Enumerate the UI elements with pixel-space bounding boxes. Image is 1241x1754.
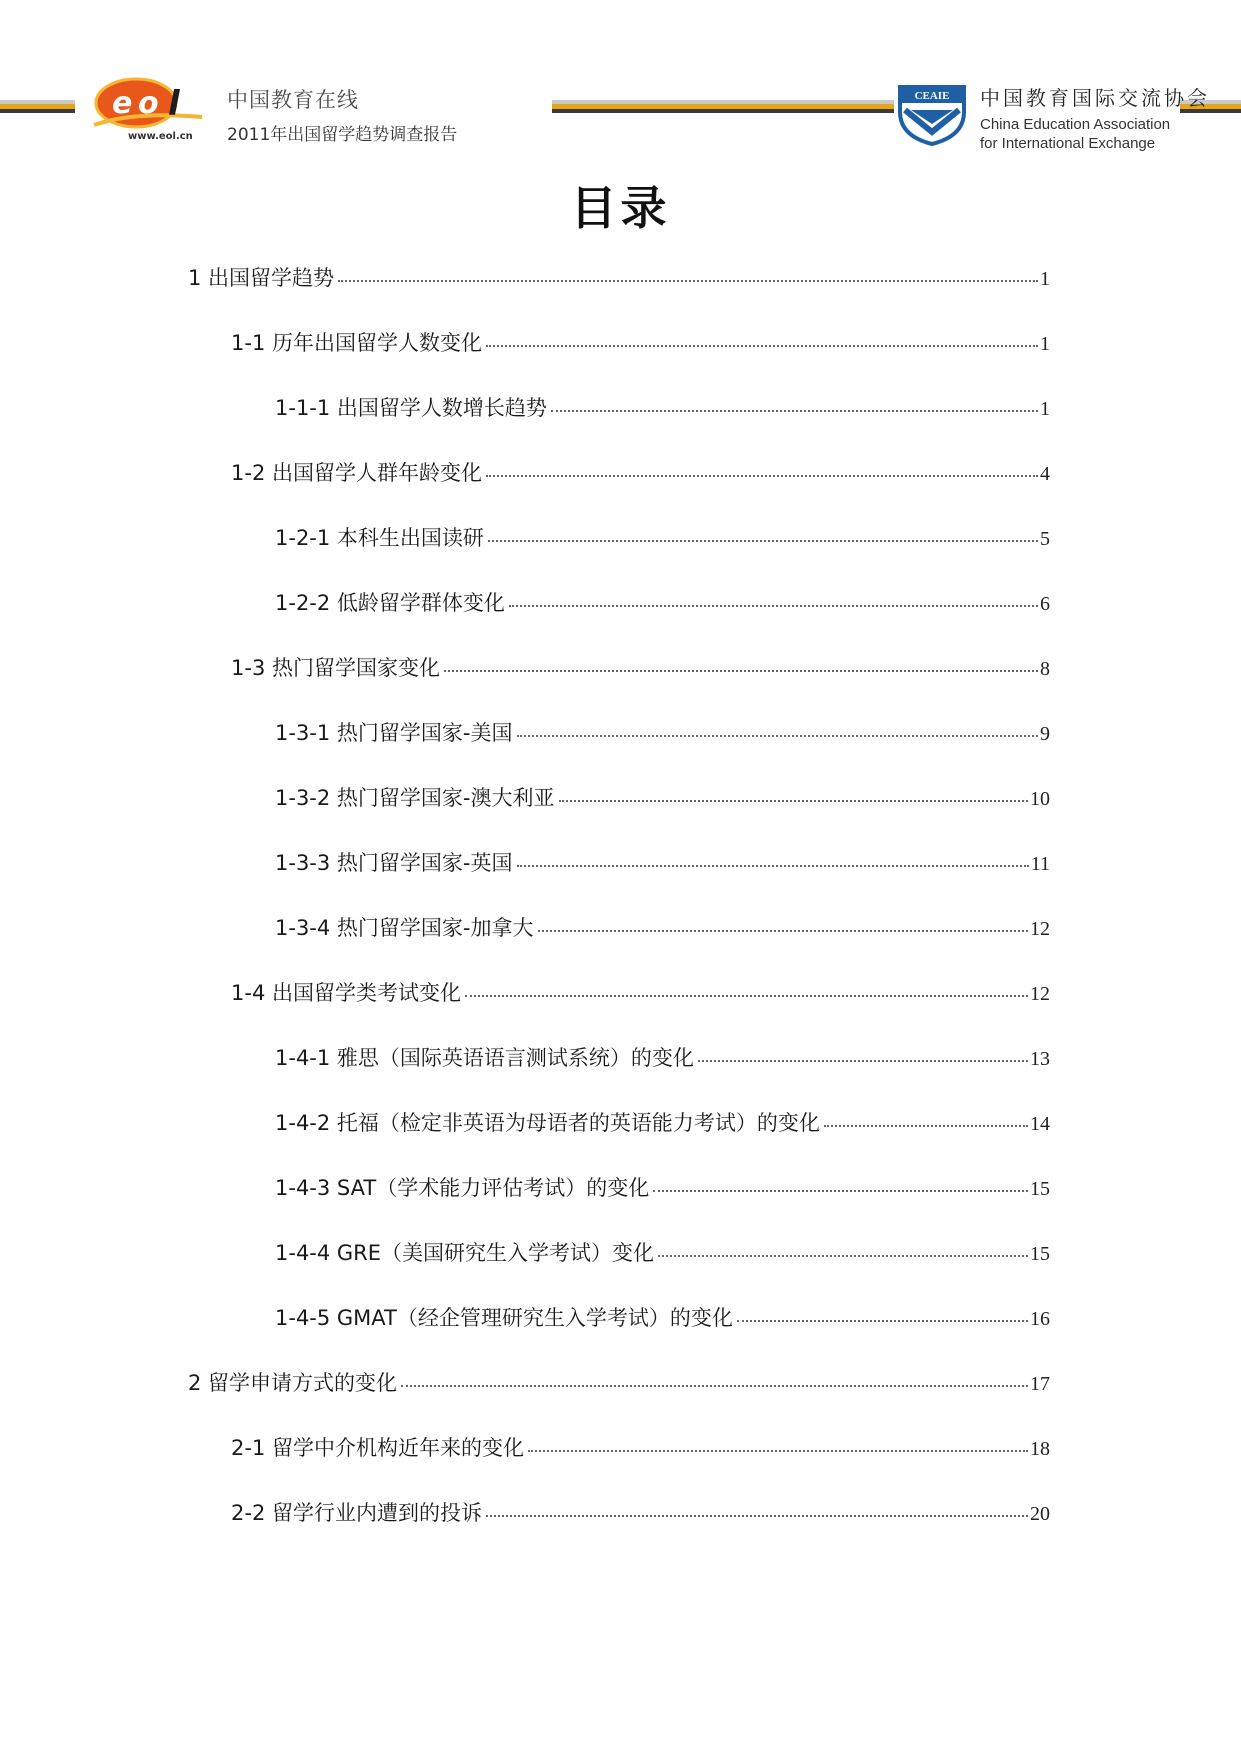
toc-entry-label: 2-1 留学中介机构近年来的变化: [231, 1436, 524, 1460]
toc-dot-leader: [488, 538, 1038, 542]
toc-entry-label: 1-3 热门留学国家变化: [231, 656, 440, 680]
toc-entry[interactable]: [275, 1302, 1050, 1332]
ceaie-name-en-line2: for International Exchange: [980, 135, 1156, 152]
toc-entry-label: 1-4 出国留学类考试变化: [231, 981, 461, 1005]
toc-entry-page: 1: [1040, 268, 1050, 290]
toc-entry[interactable]: [275, 522, 1050, 552]
eol-logo: [84, 73, 214, 143]
toc-entry-label: 2-2 留学行业内遭到的投诉: [231, 1501, 482, 1525]
toc-entry-page: 20: [1030, 1503, 1050, 1525]
toc-entry-label: 1-4-2 托福（检定非英语为母语者的英语能力考试）的变化: [275, 1111, 820, 1135]
toc-entry-page: 6: [1040, 593, 1050, 615]
toc-entry-label: 1-3-2 热门留学国家-澳大利亚: [275, 786, 555, 810]
toc-dot-leader: [653, 1188, 1028, 1192]
toc-dot-leader: [528, 1448, 1028, 1452]
toc-entry-label: 1-1-1 出国留学人数增长趋势: [275, 396, 547, 420]
toc-dot-leader: [517, 863, 1029, 867]
header-band-middle: [552, 100, 894, 113]
toc-entry-page: 1: [1040, 333, 1050, 355]
toc-dot-leader: [737, 1318, 1028, 1322]
toc-entry[interactable]: [231, 1432, 1050, 1462]
ceaie-name-cn: 中国教育国际交流协会: [980, 86, 1210, 110]
eol-org-name: 中国教育在线: [227, 88, 359, 112]
toc-entry-label: 2 留学申请方式的变化: [188, 1371, 398, 1395]
toc-entry-label: 1-2 出国留学人群年龄变化: [231, 461, 482, 485]
toc-entry[interactable]: [231, 457, 1050, 487]
toc-entry[interactable]: [275, 1172, 1050, 1202]
toc-entry[interactable]: [275, 717, 1050, 747]
toc-dot-leader: [444, 668, 1038, 672]
toc-entry-page: 9: [1040, 723, 1050, 745]
toc-entry[interactable]: [275, 1042, 1050, 1072]
svg-text:o: o: [138, 86, 159, 121]
toc-dot-leader: [517, 733, 1039, 737]
toc-entry-page: 18: [1030, 1438, 1050, 1460]
toc-dot-leader: [465, 993, 1028, 997]
toc-dot-leader: [551, 408, 1038, 412]
toc-entry[interactable]: [275, 1237, 1050, 1267]
toc-dot-leader: [824, 1123, 1028, 1127]
report-title: 2011年出国留学趋势调查报告: [227, 125, 458, 145]
toc-entry[interactable]: [275, 847, 1050, 877]
toc-entry[interactable]: [231, 1497, 1050, 1527]
toc-dot-leader: [401, 1383, 1028, 1387]
toc-entry[interactable]: [188, 262, 1050, 292]
toc-entry-label: 1-4-5 GMAT（经企管理研究生入学考试）的变化: [275, 1306, 733, 1330]
toc-dot-leader: [509, 603, 1038, 607]
toc-entry-page: 4: [1040, 463, 1050, 485]
toc-entry[interactable]: [231, 652, 1050, 682]
toc-dot-leader: [559, 798, 1029, 802]
toc-entry-label: 1-4-3 SAT（学术能力评估考试）的变化: [275, 1176, 650, 1200]
toc-entry-page: 8: [1040, 658, 1050, 680]
toc-entry-page: 17: [1030, 1373, 1050, 1395]
toc-dot-leader: [338, 278, 1038, 282]
toc-entry-page: 5: [1040, 528, 1050, 550]
toc-entry-page: 13: [1030, 1048, 1050, 1070]
toc-dot-leader: [486, 473, 1038, 477]
toc-entry-label: 1-2-1 本科生出国读研: [275, 526, 484, 550]
toc-entry-page: 1: [1040, 398, 1050, 420]
toc-entry-label: 1-3-4 热门留学国家-加拿大: [275, 916, 534, 940]
toc-entry-label: 1 出国留学趋势: [188, 266, 335, 290]
toc-dot-leader: [486, 343, 1038, 347]
toc-entry-page: 16: [1030, 1308, 1050, 1330]
eol-org-block: [227, 84, 457, 145]
toc-dot-leader: [538, 928, 1029, 932]
toc-entry-page: 11: [1030, 853, 1050, 875]
toc-entry-label: 1-3-1 热门留学国家-美国: [275, 721, 513, 745]
toc-dot-leader: [486, 1513, 1028, 1517]
toc-entry-label: 1-4-4 GRE（美国研究生入学考试）变化: [275, 1241, 655, 1265]
toc-entry[interactable]: [275, 587, 1050, 617]
toc-entry-label: 1-3-3 热门留学国家-英国: [275, 851, 513, 875]
toc-dot-leader: [698, 1058, 1028, 1062]
toc-entry[interactable]: [275, 782, 1050, 812]
svg-text:l: l: [168, 84, 180, 124]
header-band-left: [0, 100, 75, 113]
svg-text:e: e: [112, 86, 133, 121]
ceaie-logo-text: CEAIE: [914, 90, 950, 102]
ceaie-name-en-line1: China Education Association: [980, 116, 1171, 133]
toc-entry-page: 12: [1030, 983, 1050, 1005]
ceaie-org-block: [980, 82, 1210, 153]
toc-entry-label: 1-1 历年出国留学人数变化: [231, 331, 482, 355]
ceaie-logo: [897, 84, 967, 146]
toc-entry-page: 12: [1030, 918, 1050, 940]
toc-entry-label: 1-2-2 低龄留学群体变化: [275, 591, 505, 615]
toc-entry[interactable]: [275, 912, 1050, 942]
toc-entry[interactable]: [275, 1107, 1050, 1137]
eol-url-text: www.eol.cn: [128, 131, 193, 142]
toc-entry-page: 14: [1030, 1113, 1050, 1135]
toc-entry-label: 1-4-1 雅思（国际英语语言测试系统）的变化: [275, 1046, 694, 1070]
toc-dot-leader: [658, 1253, 1028, 1257]
toc-entry[interactable]: [275, 392, 1050, 422]
toc-entry-page: 15: [1030, 1178, 1050, 1200]
toc-entry-page: 15: [1030, 1243, 1050, 1265]
toc-entry[interactable]: [188, 1367, 1050, 1397]
toc-entry-page: 10: [1030, 788, 1050, 810]
toc-entry[interactable]: [231, 977, 1050, 1007]
toc-title: 目录: [570, 181, 671, 235]
toc-entry[interactable]: [231, 327, 1050, 357]
